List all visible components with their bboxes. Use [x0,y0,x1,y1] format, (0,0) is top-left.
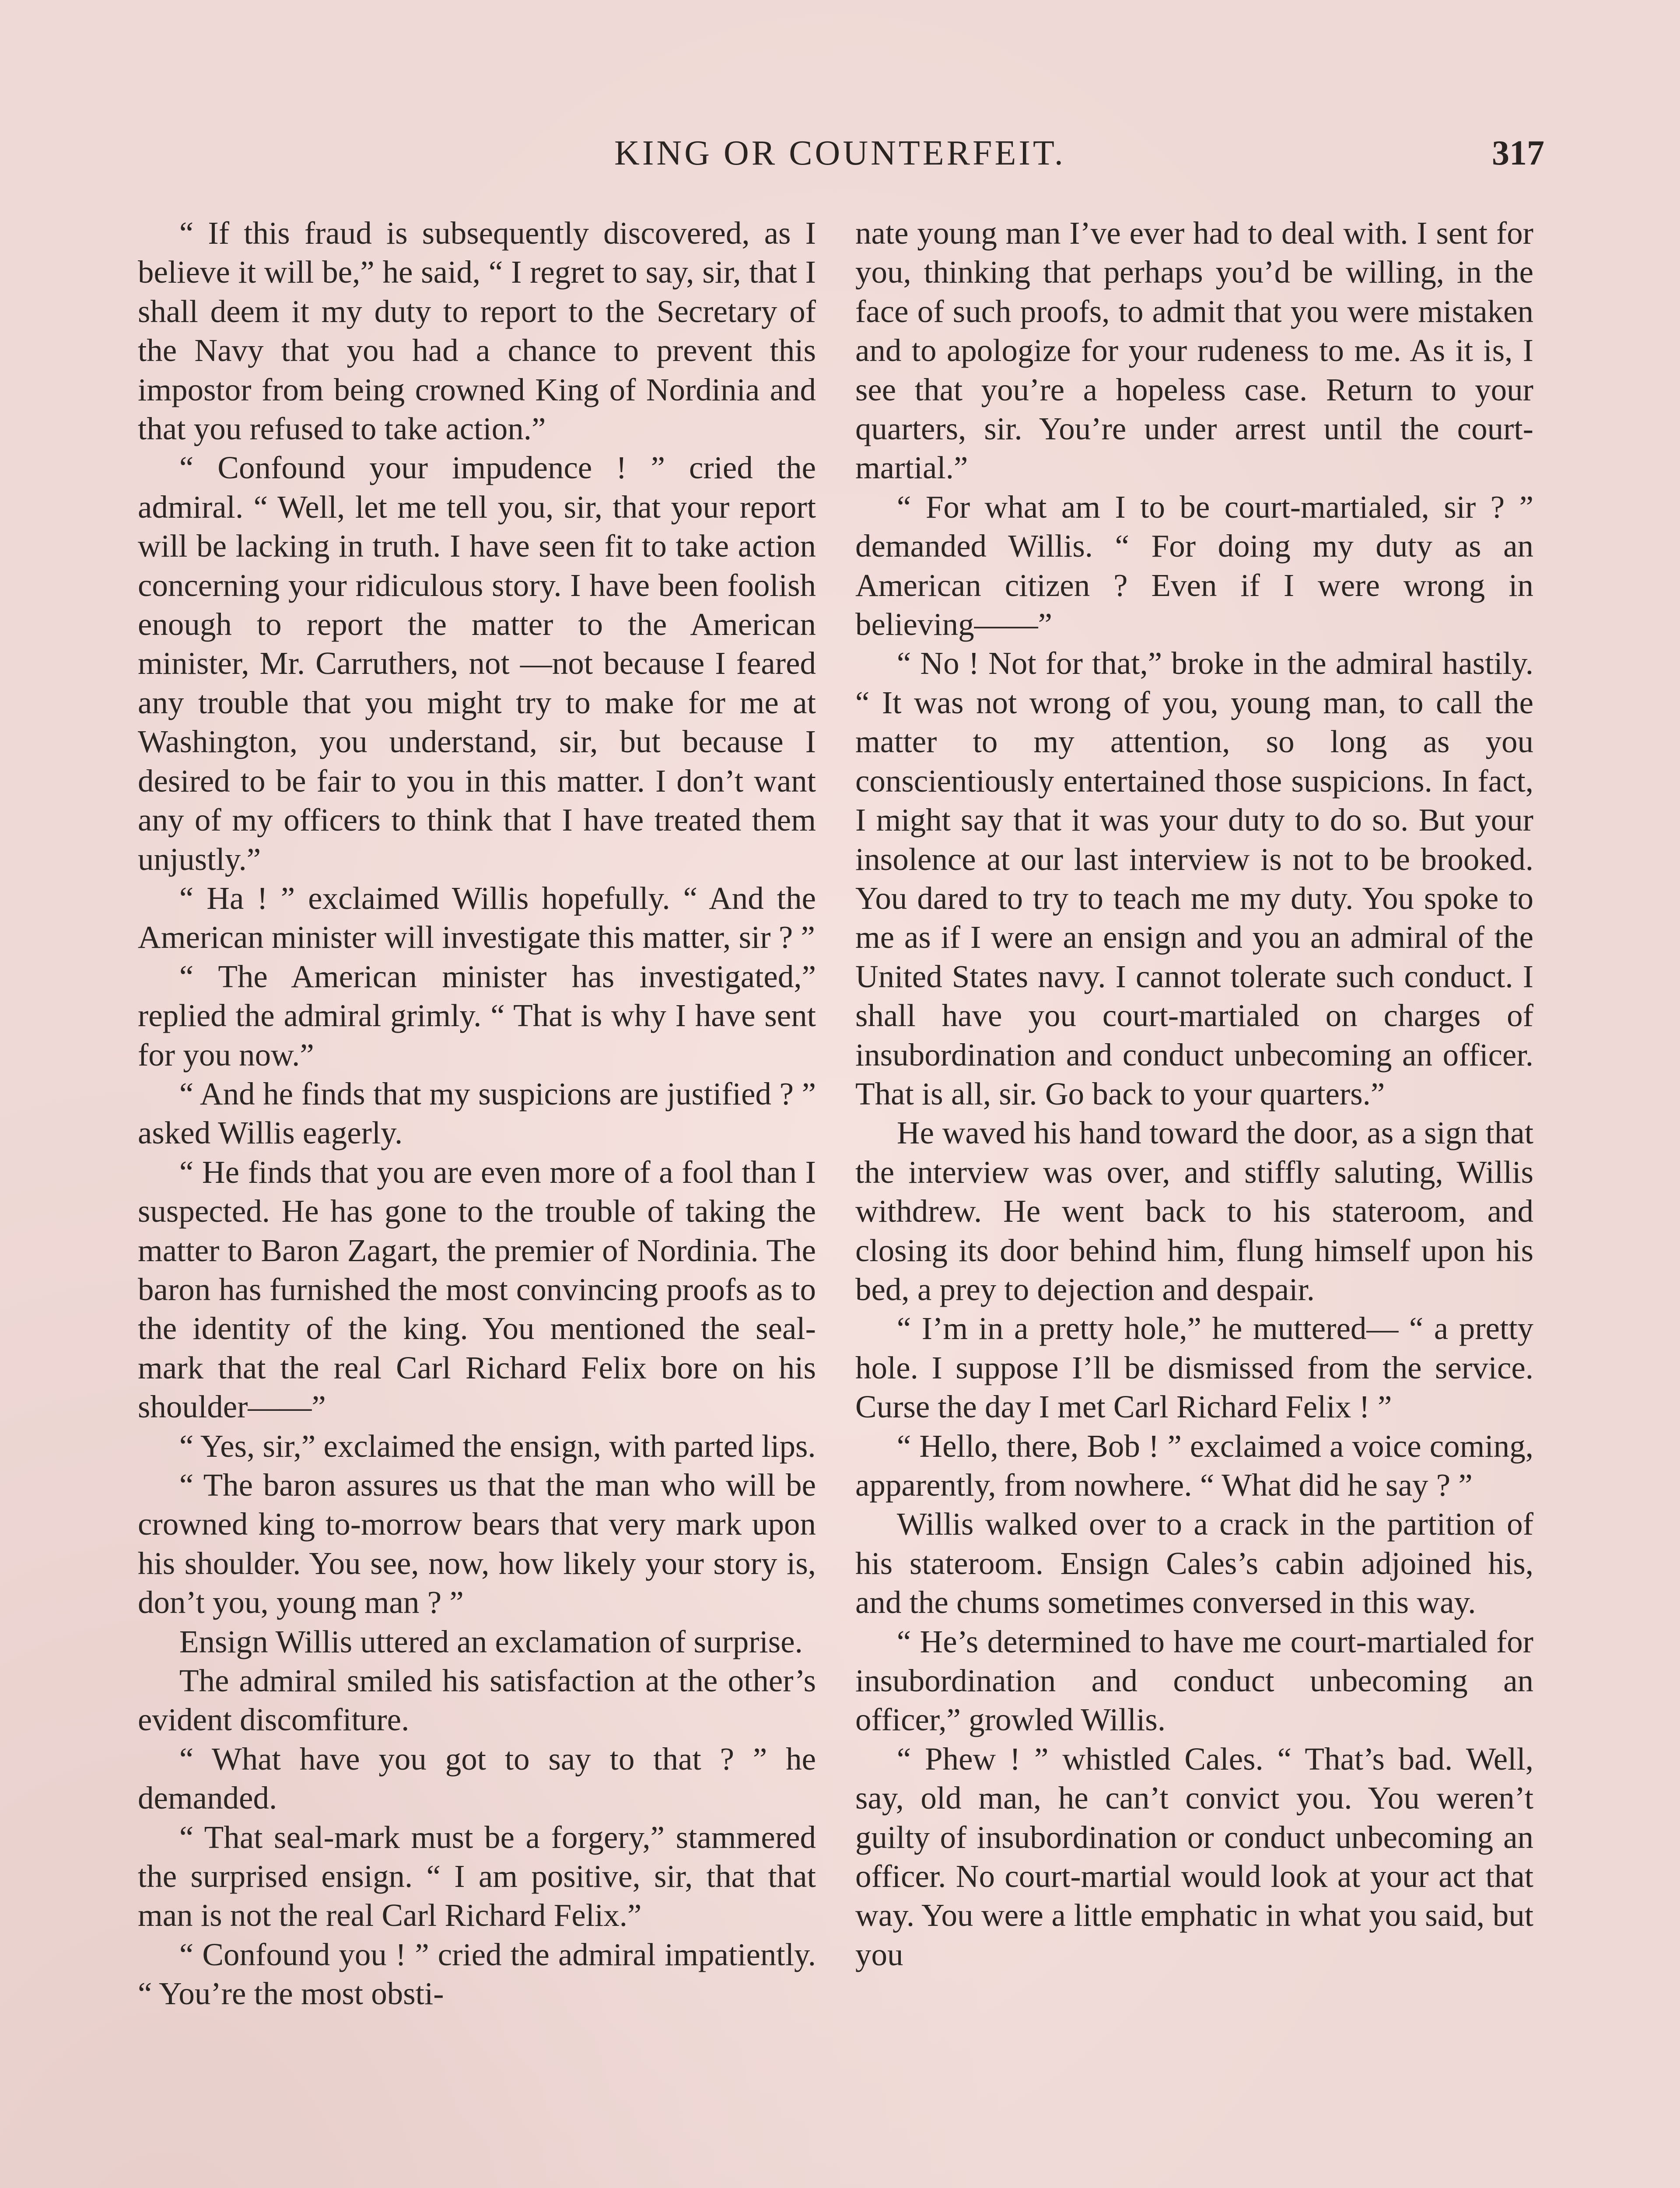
page-header [136,133,1544,182]
paragraph: Ensign Willis uttered an exclamation of surprise. [179,1623,803,1659]
paragraph: “ Hello, there, Bob ! ” exclaimed a voice coming, apparently, from nowhere. “ What did he say ? ” [855,1428,1533,1503]
paragraph: Willis walked over to a crack in the partition of his stateroom. Ensign Cales’s cabin adjoined his, and the chums sometimes conversed in this way. [855,1506,1533,1620]
paragraph: “ If this fraud is subsequently discovered, as I believe it will be,” he said, “ I regret to say, sir, that I shall deem it my duty to report to the Secretary of the Navy that you had a chance to prevent this impostor from being crowned King of Nordinia and that you refused to take action.” [138,215,816,447]
paragraph: “ I’m in a pretty hole,” he muttered— “ a pretty hole. I suppose I’ll be dismissed from the service. Curse the day I met Carl Richard Felix ! ” [855,1311,1533,1425]
paragraph: “ The baron assures us that the man who will be crowned king to-morrow bears that very mark upon his shoulder. You see, now, how likely your story is, don’t you, young man ? ” [138,1467,816,1620]
paragraph: “ He finds that you are even more of a fool than I suspected. He has gone to the trouble of taking the matter to Baron Zagart, the premier of Nordinia. The baron has furnished the most convincing proofs as to the identity of the king. You mentioned the seal-mark that the real Carl Richard Felix bore on his shoulder——” [138,1154,816,1425]
paragraph: He waved his hand toward the door, as a sign that the interview was over, and stiffly saluting, Willis withdrew. He went back to his stateroom, and closing its door behind him, flung himself upon his bed, a prey to dejection and despair. [855,1115,1533,1307]
paragraph: “ Confound your impudence ! ” cried the admiral. “ Well, let me tell you, sir, that your report will be lacking in truth. I have seen fit to take action concerning your ridiculous story. I have been foolish enough to report the matter to the American minister, Mr. Carruthers, not —not because I feared any trouble that you might try to make for me at Washington, you understand, sir, but because I desired to be fair to you in this matter. I don’t want any of my officers to think that I have treated them unjustly.” [138,450,816,877]
paragraph: “ And he finds that my suspicions are justified ? ” asked Willis eagerly. [138,1076,816,1151]
paragraph: “ What have you got to say to that ? ” he demanded. [138,1741,816,1816]
paragraph: “ That seal-mark must be a forgery,” stammered the surprised ensign. “ I am positive, sir, that that man is not the real Carl Richard Felix.” [138,1819,816,1933]
running-title: KING OR COUNTERFEIT. [614,134,1066,172]
left-column [138,214,816,2013]
paragraph: “ For what am I to be court-martialed, sir ? ” demanded Willis. “ For doing my duty as an American citizen ? Even if I were wrong in believing——” [855,489,1533,642]
paragraph: “ Yes, sir,” exclaimed the ensign, with parted lips. [179,1428,816,1464]
paragraph-continued: nate young man I’ve ever had to deal with. I sent for you, thinking that perhaps you’d be willing, in the face of such proofs, to admit that you were mistaken and to apologize for your rudeness to me. As it is, I see that you’re a hopeless case. Return to your quarters, sir. You’re under arrest until the court-martial.” [855,215,1533,486]
paragraph: “ No ! Not for that,” broke in the admiral hastily. “ It was not wrong of you, young man, to call the matter to my attention, so long as you conscientiously entertained those suspicions. In fact, I might say that it was your duty to do so. But your insolence at our last interview is not to be brooked. You dared to try to teach me my duty. You spoke to me as if I were an ensign and you an admiral of the United States navy. I cannot tolerate such conduct. I shall have you court-martialed on charges of insubordination and conduct unbecoming an officer. That is all, sir. Go back to your quarters.” [855,645,1533,1112]
page-number: 317 [1492,134,1544,172]
paragraph: “ He’s determined to have me court-martialed for insubordination and conduct unbecoming an officer,” growled Willis. [855,1623,1533,1738]
paragraph: “ The American minister has investigated,” replied the admiral grimly. “ That is why I have sent for you now.” [138,958,816,1073]
paragraph: “ Ha ! ” exclaimed Willis hopefully. “ And the American minister will investigate this matter, sir ? ” [138,880,816,955]
paragraph: “ Phew ! ” whistled Cales. “ That’s bad. Well, say, old man, he can’t convict you. You weren’t guilty of insubordination or conduct unbecoming an officer. No court-martial would look at your act that way. You were a little emphatic in what you said, but you [855,1741,1533,1972]
paragraph: “ Confound you ! ” cried the admiral impatiently. “ You’re the most obsti- [138,1936,816,2012]
right-column [855,214,1533,1974]
paragraph: The admiral smiled his satisfaction at the other’s evident discomfiture. [138,1663,816,1738]
